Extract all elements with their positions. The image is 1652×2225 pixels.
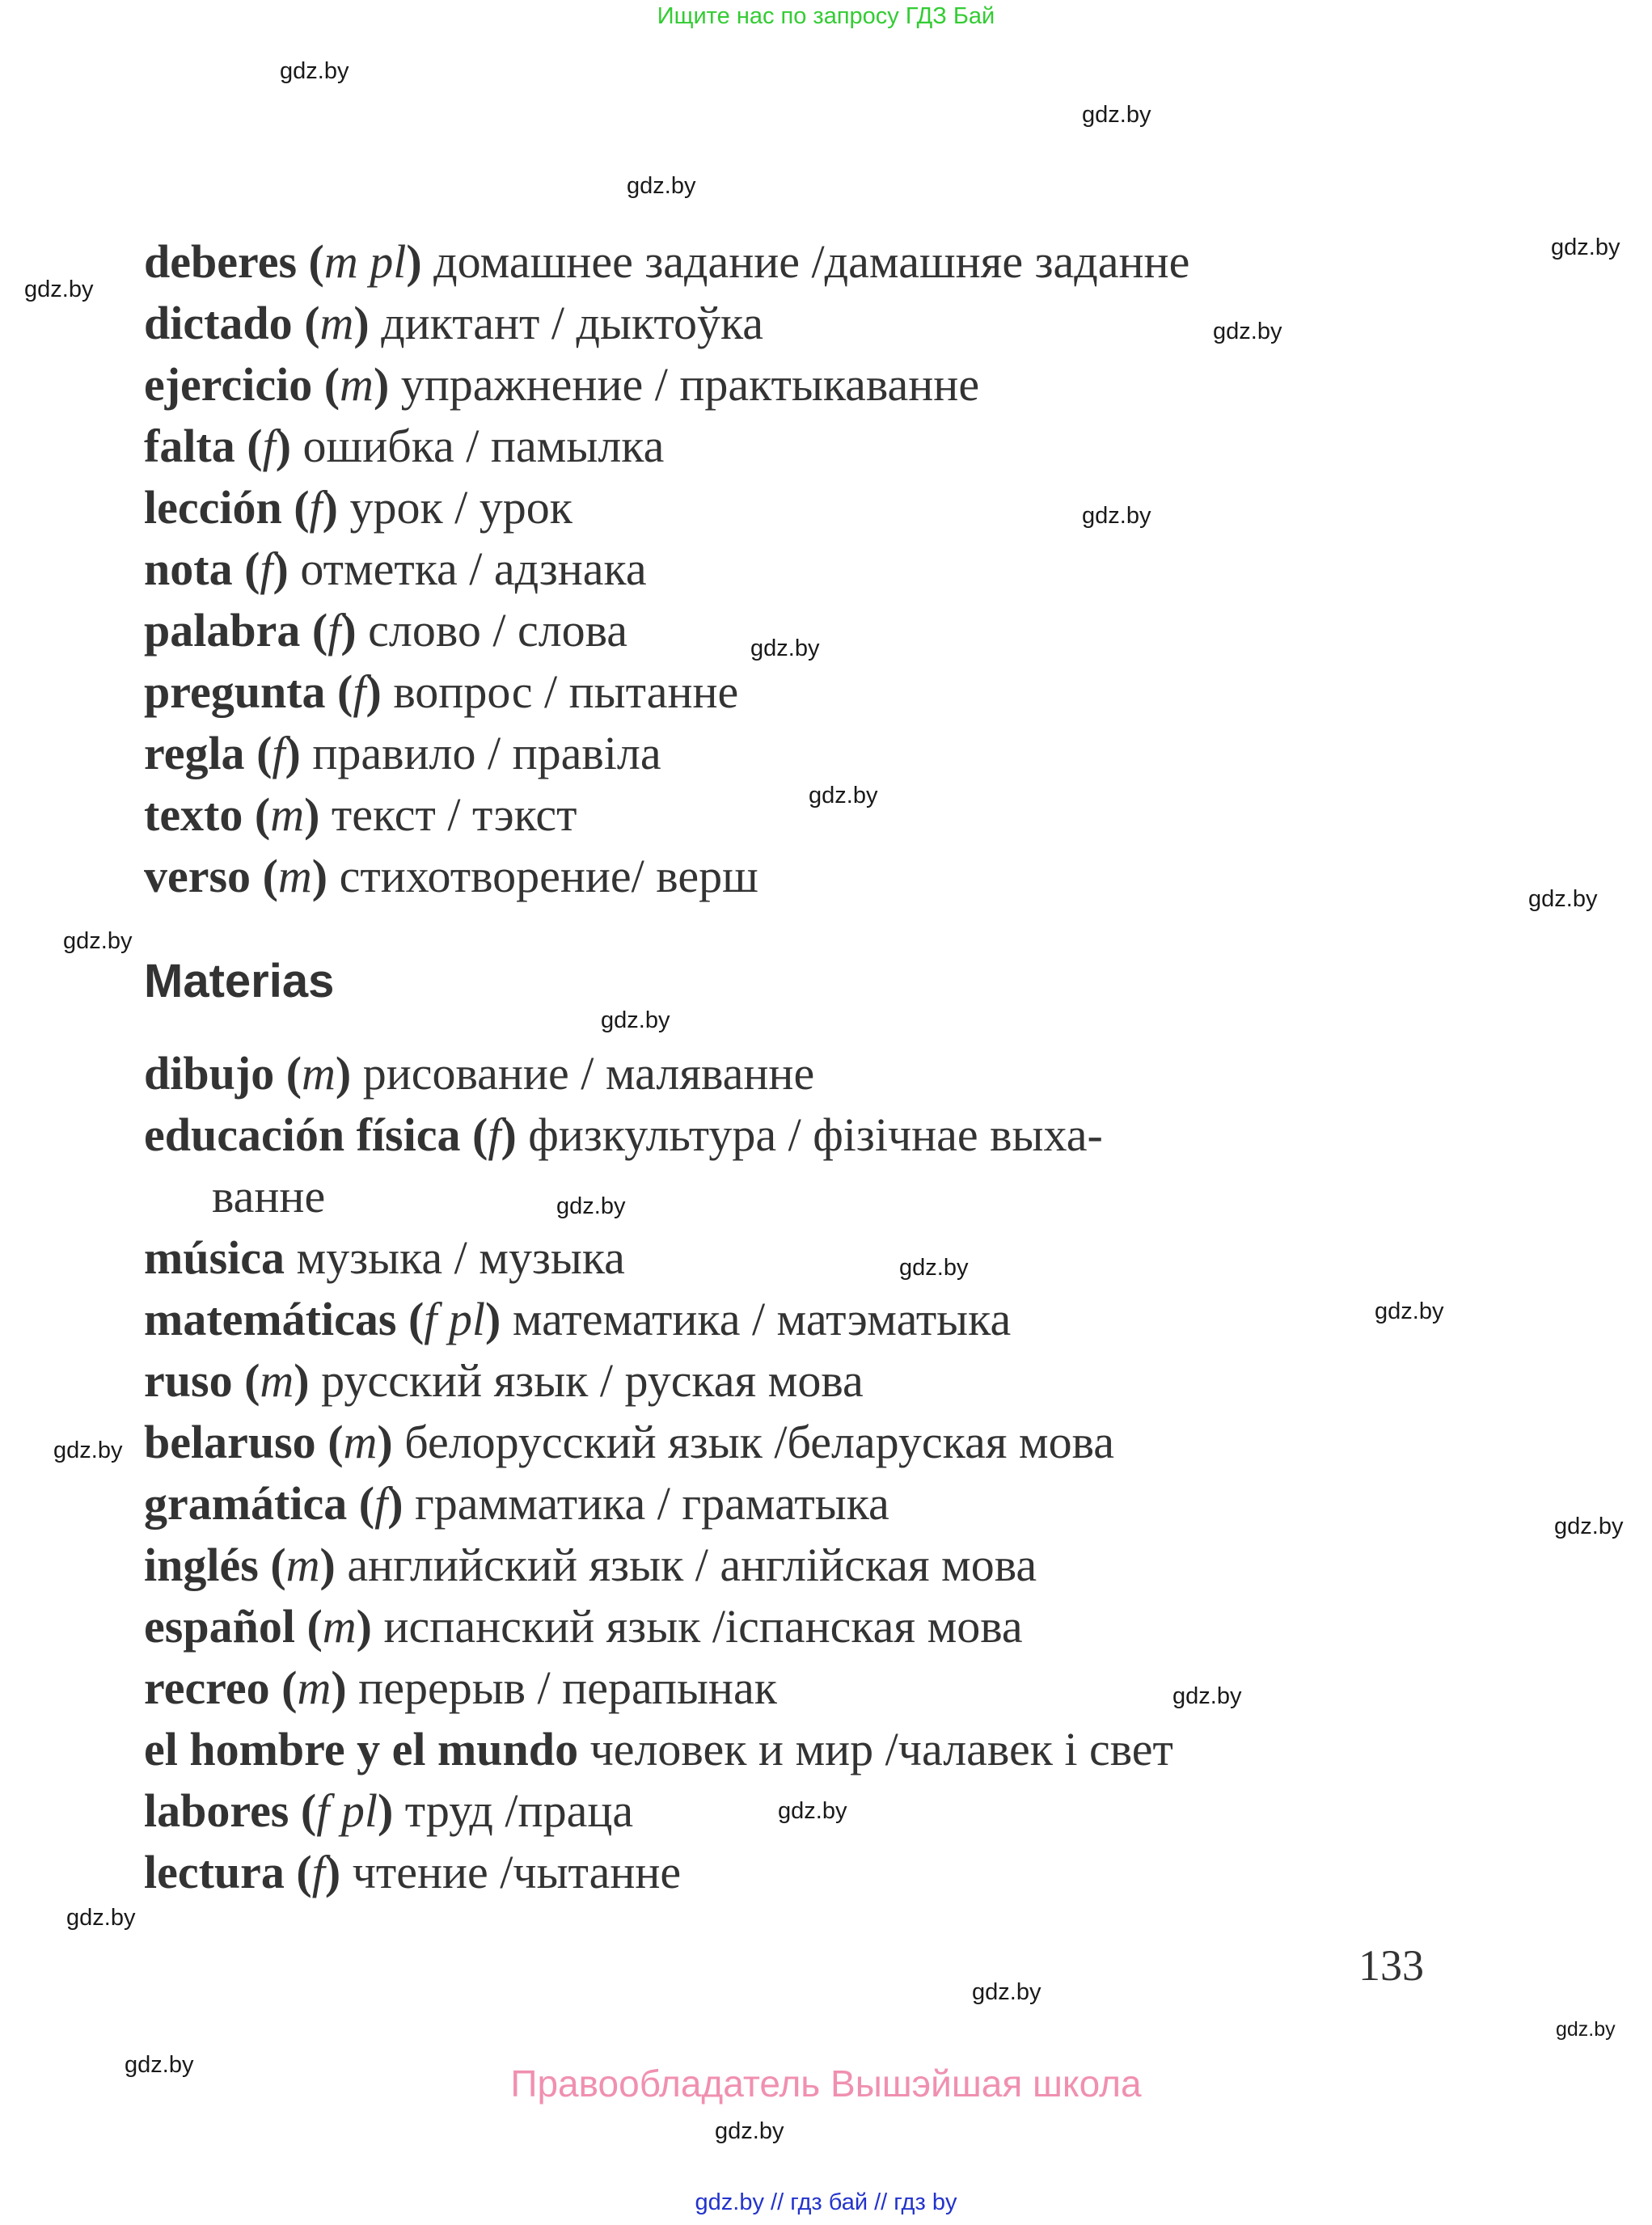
spanish-term: labores <box>144 1784 289 1837</box>
vocab-list-school <box>144 231 1438 907</box>
translation: грамматика / граматыка <box>415 1477 889 1530</box>
spanish-term: ejercicio <box>144 358 313 411</box>
vocab-entry: regla (f) правило / правіла <box>144 727 661 779</box>
grammar-marker: m <box>277 850 312 902</box>
vocab-entry: falta (f) ошибка / памылка <box>144 420 665 472</box>
grammar-marker: m <box>322 1600 357 1653</box>
spanish-term: inglés <box>144 1539 259 1591</box>
translation: перерыв / перапынак <box>358 1661 777 1714</box>
watermark: gdz.by <box>53 1438 123 1463</box>
spanish-term: pregunta <box>144 665 326 718</box>
watermark: gdz.by <box>1172 1683 1242 1709</box>
translation: урок / урок <box>349 481 572 534</box>
grammar-marker: f <box>262 420 276 472</box>
watermark: gdz.by <box>1082 102 1151 128</box>
vocab-entry: nota (f) отметка / адзнака <box>144 543 647 595</box>
vocab-entry: dictado (m) диктант / дыктоўка <box>144 297 764 349</box>
watermark: gdz.by <box>899 1255 969 1281</box>
watermark: gdz.by <box>1556 2018 1616 2041</box>
translation: человек и мир /чалавек і свет <box>589 1723 1173 1775</box>
translation: испанский язык /іспанская мова <box>383 1600 1023 1653</box>
vocab-entry: ruso (m) русский язык / руская мова <box>144 1354 864 1407</box>
watermark: gdz.by <box>24 277 94 302</box>
grammar-marker: f <box>309 481 323 534</box>
watermark: gdz.by <box>66 1905 136 1931</box>
watermark: gdz.by <box>1528 886 1598 912</box>
watermark: gdz.by <box>809 783 878 809</box>
page-number: 133 <box>1358 1941 1424 1990</box>
vocab-entry: ejercicio (m) упражнение / практыкаванне <box>144 358 980 411</box>
translation: отметка / адзнака <box>300 543 647 595</box>
section-heading: Materias <box>144 955 335 1007</box>
watermark: gdz.by <box>627 173 696 199</box>
vocab-entry: recreo (m) перерыв / перапынак <box>144 1661 777 1714</box>
watermark: gdz.by <box>1082 503 1151 529</box>
spanish-term: español <box>144 1600 295 1653</box>
watermark: gdz.by <box>1554 1514 1624 1539</box>
vocab-entry: inglés (m) английский язык / англійская мова <box>144 1539 1037 1591</box>
spanish-term: gramática <box>144 1477 348 1530</box>
spanish-term: lectura <box>144 1846 285 1898</box>
bottom-links[interactable]: gdz.by // гдз бай // гдз by <box>695 2189 957 2215</box>
spanish-term: belaruso <box>144 1416 316 1468</box>
translation: физкультура / фізічнае выха- <box>528 1108 1103 1161</box>
translation: диктант / дыктоўка <box>381 297 764 349</box>
vocab-entry: lectura (f) чтение /чытанне <box>144 1846 682 1898</box>
grammar-marker: m <box>343 1416 378 1468</box>
vocab-entry: gramática (f) грамматика / граматыка <box>144 1477 889 1530</box>
spanish-term: nota <box>144 543 233 595</box>
grammar-marker: m <box>270 788 305 841</box>
translation: музыка / музыка <box>296 1231 625 1284</box>
vocab-entry: labores (f pl) труд /праца <box>144 1784 634 1837</box>
watermark: gdz.by <box>1213 319 1282 344</box>
vocab-entry: deberes (m pl) домашнее задание /дамашняе заданне <box>144 235 1190 288</box>
watermark: gdz.by <box>280 58 349 84</box>
vocab-entry: texto (m) текст / тэкст <box>144 788 577 841</box>
watermark: gdz.by <box>601 1007 670 1033</box>
vocab-entry: lección (f) урок / урок <box>144 481 572 534</box>
vocab-entry: matemáticas (f pl) математика / матэматыка <box>144 1293 1012 1345</box>
vocab-entry: español (m) испанский язык /іспанская мова <box>144 1600 1023 1653</box>
watermark: gdz.by <box>972 1979 1041 2005</box>
grammar-marker: m <box>285 1539 320 1591</box>
grammar-marker: f <box>488 1108 501 1161</box>
translation: труд /праца <box>404 1784 634 1837</box>
translation: рисование / маляванне <box>362 1047 815 1100</box>
watermark: gdz.by <box>715 2118 784 2144</box>
spanish-term: texto <box>144 788 243 841</box>
spanish-term: dibujo <box>144 1047 275 1100</box>
spanish-term: música <box>144 1231 285 1284</box>
spanish-term: verso <box>144 850 251 902</box>
translation: текст / тэкст <box>331 788 577 841</box>
translation: домашнее задание /дамашняе заданне <box>433 235 1190 288</box>
spanish-term: dictado <box>144 297 293 349</box>
vocab-entry <box>144 1166 1438 1227</box>
watermark: gdz.by <box>556 1193 626 1219</box>
translation: вопрос / пытанне <box>393 665 739 718</box>
translation-continuation: ванне <box>212 1170 326 1222</box>
vocab-entry <box>144 1227 1438 1289</box>
vocab-entry: verso (m) стихотворение/ верш <box>144 850 758 902</box>
grammar-marker: f <box>327 604 341 657</box>
vocab-entry: belaruso (m) белорусский язык /беларуская мова <box>144 1416 1114 1468</box>
spanish-term: regla <box>144 727 245 779</box>
watermark: gdz.by <box>1375 1298 1444 1324</box>
spanish-term: educación física <box>144 1108 461 1161</box>
translation: белорусский язык /беларуская мова <box>404 1416 1114 1468</box>
grammar-marker: m pl <box>323 235 407 288</box>
translation: математика / матэматыка <box>512 1293 1012 1345</box>
translation: чтение /чытанне <box>352 1846 682 1898</box>
grammar-marker: m <box>302 1047 336 1100</box>
vocab-entry: pregunta (f) вопрос / пытанне <box>144 665 739 718</box>
grammar-marker: m <box>319 297 354 349</box>
grammar-marker: f <box>353 665 366 718</box>
spanish-term: el hombre y el mundo <box>144 1723 579 1775</box>
spanish-term: recreo <box>144 1661 270 1714</box>
grammar-marker: f <box>260 543 273 595</box>
translation: русский язык / руская мова <box>321 1354 864 1407</box>
watermark: gdz.by <box>63 928 133 954</box>
spanish-term: ruso <box>144 1354 233 1407</box>
spanish-term: falta <box>144 420 235 472</box>
vocab-entry: dibujo (m) рисование / маляванне <box>144 1047 815 1100</box>
spanish-term: deberes <box>144 235 298 288</box>
grammar-marker: f pl <box>316 1784 378 1837</box>
grammar-marker: m <box>340 358 374 411</box>
grammar-marker: f pl <box>424 1293 485 1345</box>
top-banner[interactable]: Ищите нас по запросу ГДЗ Бай <box>657 3 995 29</box>
copyright-notice: Правообладатель Вышэйшая школа <box>510 2062 1142 2105</box>
grammar-marker: f <box>311 1846 325 1898</box>
watermark: gdz.by <box>778 1798 847 1824</box>
translation: английский язык / англійская мова <box>347 1539 1037 1591</box>
vocab-list-subjects <box>144 1043 1438 1903</box>
watermark: gdz.by <box>125 2052 194 2078</box>
spanish-term: lección <box>144 481 282 534</box>
grammar-marker: f <box>272 727 285 779</box>
translation: стихотворение/ верш <box>339 850 758 902</box>
spanish-term: palabra <box>144 604 301 657</box>
grammar-marker: m <box>260 1354 294 1407</box>
translation: ошибка / памылка <box>302 420 665 472</box>
vocab-entry: palabra (f) слово / слова <box>144 604 627 657</box>
vocab-entry: educación física (f) физкультура / фізічнае выха- <box>144 1108 1103 1161</box>
translation: правило / правіла <box>312 727 661 779</box>
grammar-marker: f <box>374 1477 388 1530</box>
grammar-marker: m <box>297 1661 332 1714</box>
translation: слово / слова <box>368 604 627 657</box>
vocab-entry <box>144 1719 1438 1780</box>
watermark: gdz.by <box>750 635 820 661</box>
watermark: gdz.by <box>1551 234 1620 260</box>
translation: упражнение / практыкаванне <box>400 358 980 411</box>
spanish-term: matemáticas <box>144 1293 397 1345</box>
